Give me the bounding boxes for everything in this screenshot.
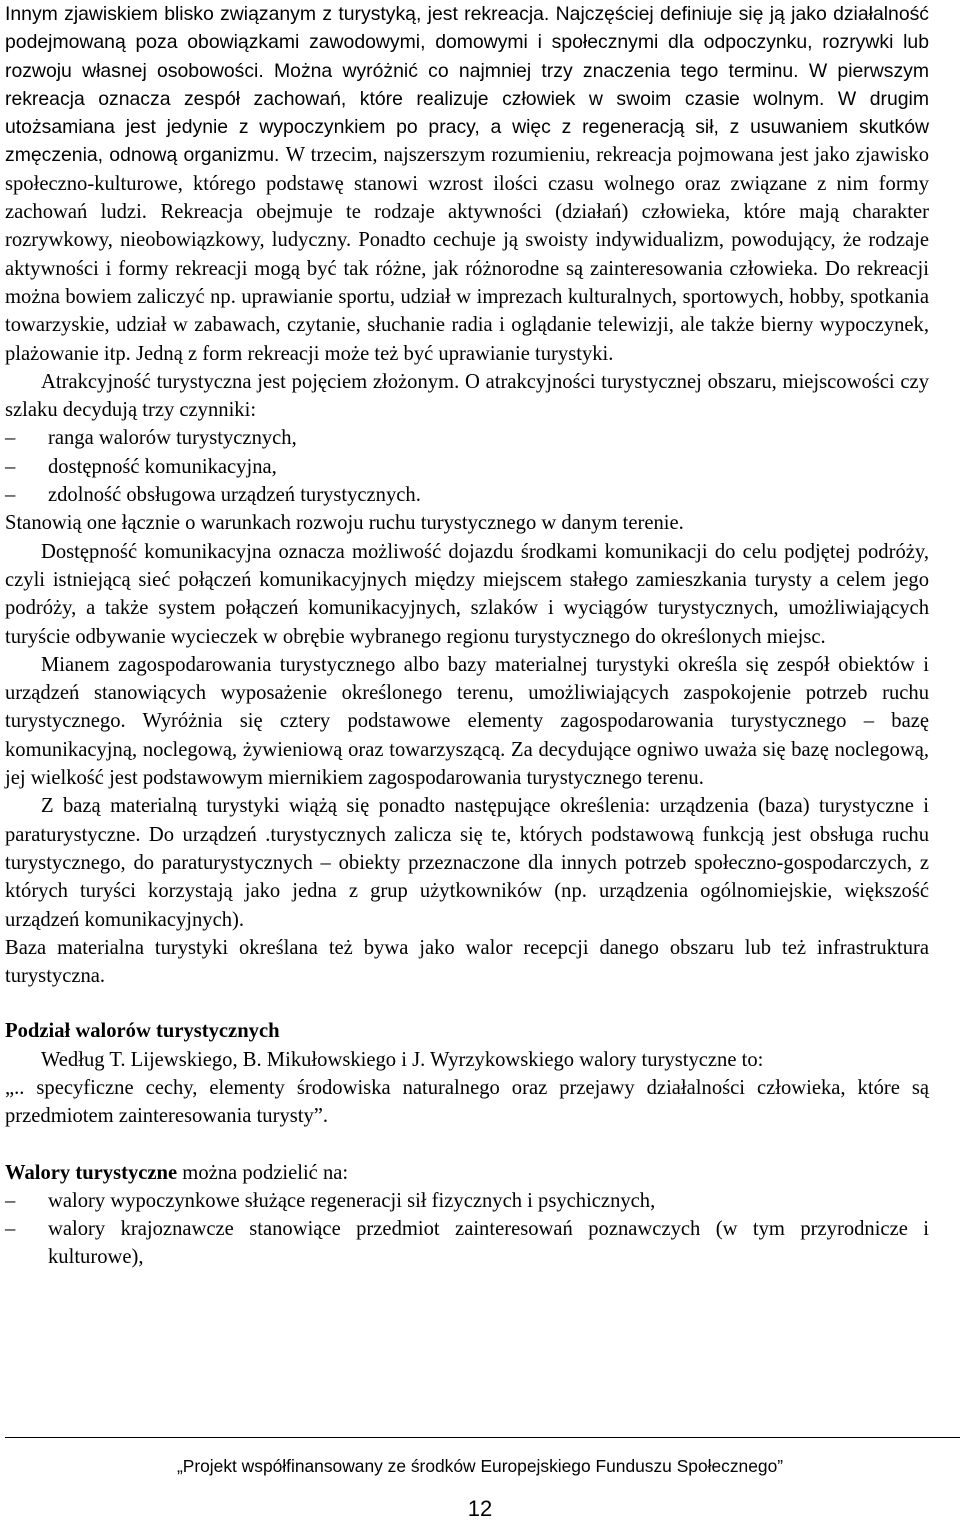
tourism-values-list xyxy=(5,1187,929,1272)
list-item xyxy=(5,1215,929,1272)
dash-bullet: – xyxy=(5,455,16,478)
dash-bullet: – xyxy=(5,427,16,450)
recreation-definition-text: Innym zjawiskiem blisko związanym z turystyką, jest rekreacja. Najczęściej definiuje się ją jako działalność podejmowaną poza obowiązkami zawodowymi, domowymi i społecznymi dla odpoczynku, rozrywki lub rozwoju własnej osobowości. Można wyróżnić co najmniej trzy znaczenia tego terminu. W pierwszym rekreacja oznacza zespół zachowań, które realizuje człowiek w swoim czasie wolnym. W drugim utożsamiana jest jedynie z wypoczynkiem po pracy, a więc z regeneracją sił, z usuwaniem skutków zmęczenia, odnową organizmu. xyxy=(5,3,929,167)
footer-divider xyxy=(5,1437,960,1438)
dash-bullet: – xyxy=(5,1189,16,1212)
footer-funding-note: „Projekt współfinansowany ze środków Europejskiego Funduszu Społecznego” xyxy=(176,1456,784,1476)
section-heading-text: Podział walorów turystycznych xyxy=(5,1020,280,1043)
values-division-rest: można podzielić na: xyxy=(177,1161,349,1184)
list-item-text: walory krajoznawcze stanowiące przedmiot zainteresowań poznawczych (w tym przyrodnicze i kulturowe), xyxy=(48,1218,929,1269)
values-bold-term: Walory turystyczne xyxy=(5,1161,178,1184)
list-item xyxy=(5,481,929,509)
attractiveness-factors-list xyxy=(5,424,929,509)
attractiveness-summary: Stanowią one łącznie o warunkach rozwoju ruchu turystycznego w danym terenie. xyxy=(5,512,684,535)
dash-bullet: – xyxy=(5,484,16,507)
values-division-intro xyxy=(5,1159,929,1187)
document-page xyxy=(5,0,929,1272)
dash-bullet: – xyxy=(5,1218,16,1241)
tourism-development-paragraph: Mianem zagospodarowania turystycznego albo bazy materialnej turystyki określa się zespół obiektów i urządzeń stanowiących wyposażenie określonego terenu, umożliwiających zaspokojenie potrzeb ruchu turystycznego. Wyróżnia się cztery podstawowe elementy zagospodarowania turystycznego – bazę komunikacyjną, noclegową, żywieniową oraz towarzyszącą. Za decydujące ogniwo uważa się bazę noclegową, jej wielkość jest podstawowym miernikiem zagospodarowania turystycznego terenu. xyxy=(5,653,929,790)
section-heading xyxy=(5,1017,929,1045)
recreation-paragraph xyxy=(5,0,929,368)
list-item-text: dostępność komunikacyjna, xyxy=(48,455,277,478)
attractiveness-intro: Atrakcyjność turystyczna jest pojęciem złożonym. O atrakcyjności turystycznej obszaru, miejscowości czy szlaku decydują trzy czynniki: xyxy=(5,370,929,422)
authors-line: Według T. Lijewskiego, B. Mikułowskiego i J. Wyrzykowskiego walory turystyczne to: xyxy=(41,1048,764,1071)
page-number: 12 xyxy=(467,1496,493,1521)
list-item-text: zdolność obsługowa urządzeń turystycznych. xyxy=(48,484,421,507)
material-base-paragraph: Z bazą materialną turystyki wiążą się ponadto następujące określenia: urządzenia (baza) turystyczne i paraturystyczne. Do urządzeń .turystycznych zalicza się te, których podstawową funkcją jest obsługa ruchu turystycznego, do paraturystycznych – obiekty przeznaczone dla innych potrzeb społeczno-gospodarczych, z których turyści korzystają jako jedna z grup użytkowników (np. urządzenia ogólnomiejskie, większość urządzeń komunikacyjnych). xyxy=(5,795,929,931)
list-item xyxy=(5,453,929,481)
accessibility-paragraph: Dostępność komunikacyjna oznacza możliwość dojazdu środkami komunikacji do celu podjętej podróży, czyli istniejącą sieć połączeń komunikacyjnych między miejscem stałego zamieszkania turysty a celem jego podróży, a także system połączeń komunikacyjnych, szlaków i wyciągów turystycznych, umożliwiających turyście odbywanie wycieczek w obrębie wybranego regionu turystycznego do określonych miejsc. xyxy=(5,540,929,648)
list-item-text: ranga walorów turystycznych, xyxy=(48,427,297,450)
definition-quote: „.. specyficzne cechy, elementy środowiska naturalnego oraz przejawy działalności człowieka, które są przedmiotem zainteresowania turysty”. xyxy=(5,1076,929,1128)
recreation-activities-text: Rekreacja obejmuje te rodzaje aktywności (działań) człowieka, które mają charakter rozrywkowy, nieobowiązkowy, ludyczny. Ponadto cechuje ją swoisty indywidualizm, powodujący, że rodzaje aktywności i formy rekreacji mogą być tak różne, jak różnorodne są zainteresowania człowieka. Do rekreacji można bowiem zaliczyć np. uprawianie sportu, udział w imprezach kulturalnych, sportowych, hobby, spotkania towarzyskie, udział w zabawach, czytanie, słuchanie radia i oglądanie telewizji, ale także bierny wypoczynek, plażowanie itp. Jedną z form rekreacji może też być uprawianie turystyki. xyxy=(5,201,929,365)
material-base-reception-paragraph: Baza materialna turystyki określana też bywa jako walor recepcji danego obszaru lub też infrastruktura turystyczna. xyxy=(5,936,929,988)
list-item xyxy=(5,1187,929,1215)
list-item xyxy=(5,424,929,452)
list-item-text: walory wypoczynkowe służące regeneracji sił fizycznych i psychicznych, xyxy=(48,1189,656,1212)
recreation-third-meaning-text: W trzecim, najszerszym rozumieniu, rekreacja pojmowana jest jako zjawisko społeczno-kulturowe, którego podstawę stanowi wzrost ilości czasu wolnego oraz związane z nim formy zachowań ludzi. xyxy=(5,144,929,224)
